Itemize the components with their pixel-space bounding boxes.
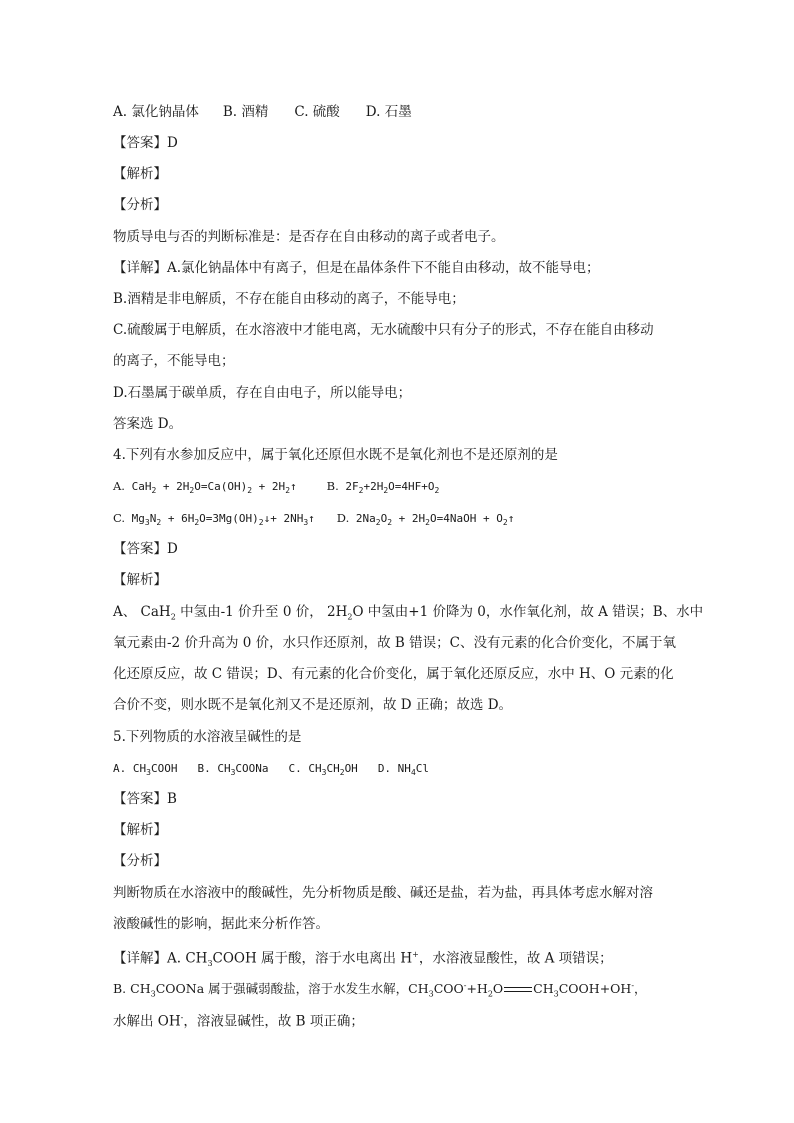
q4-option-b-label: B. [326,479,339,493]
q5-fenxi-label: 【分析】 [113,853,167,869]
q3-option-a: A. 氯化钠晶体 [113,104,199,120]
q4-explanation-line2: 氧元素由-2 价升高为 0 价，水只作还原剂，故 B 错误；C、没有元素的化合价变化，不属于氧 [113,635,676,651]
q3-detail-c-line2: 的离子，不能导电； [113,353,235,369]
q5-detail-b: B. $CH_3COONa$ 属于强碱弱酸盐，溶于水发生水解，$CH_3COO^-+H_2O$ $CH_3COOH+OH^-$， [113,981,647,999]
q4-options-cd: C. $Mg_3N_2$ + $6H_2O=3Mg(OH)_2↓+$ $2NH_3↑$ D. $2Na_2O_2$ + $2H_2O=4NaOH$ + $O_2↑$ [113,511,515,528]
q3-answer: 【答案】D [113,135,178,151]
q5-options: A. $CH_3COOH$ B. $CH_3COONa$ C. $CH_3CH_2OH$ D. $NH_4Cl$ [113,762,430,778]
q4-option-a-label: A. [113,479,125,493]
q4-option-c-label: C. [113,511,126,525]
q4-stem: 4.下列有水参加反应中，属于氧化还原但水既不是氧化剂也不是还原剂的是 [113,447,558,463]
q5-answer: 【答案】B [113,791,177,807]
q3-detail-a: 【详解】A.氯化钠晶体中有离子，但是在晶体条件下不能自由移动，故不能导电； [113,260,600,276]
q5-detail-a: 【详解】A. $CH_3COOH$ 属于酸，溶于水电离出 H+，水溶液显酸性，故 A 项错误； [113,950,613,969]
q5-detail-b-line2: 水解出 OH-，溶液显碱性，故 B 项正确； [113,1013,364,1030]
q3-analysis: 物质导电与否的判断标准是：是否存在自由移动的离子或者电子。 [113,229,505,245]
q5-jiexi-label: 【解析】 [113,822,167,838]
q3-option-b: B. 酒精 [222,104,269,120]
q5-stem: 5.下列物质的水溶液呈碱性的是 [113,729,302,745]
q3-detail-b: B.酒精是非电解质，不存在能自由移动的离子，不能导电； [113,291,465,307]
q4-explanation-line3: 化还原反应，故 C 错误；D、有元素的化合价变化，属于氧化还原反应，水中 H、O 元素的化 [113,666,674,682]
q4-explanation-line4: 合价不变，则水既不是氧化剂又不是还原剂，故 D 正确；故选 D。 [113,697,513,713]
q4-option-d-label: D. [336,511,350,525]
q4-explanation-line1: A、 CaH$_2$ 中氢由-1 价升至 0 价， $2H_2O$ 中氢由+1 价降为 0，水作氧化剂，故 A 错误；B、水中 [113,604,704,622]
q3-fenxi-label: 【分析】 [113,197,167,213]
q3-detail-d: D.石墨属于碳单质，存在自由电子，所以能导电； [113,385,412,401]
q3-option-d: D. 石墨 [365,104,412,120]
q3-conclusion: 答案选 D。 [113,416,183,432]
q5-analysis-line2: 液酸碱性的影响，据此来分析作答。 [113,916,329,932]
q3-option-c: C. 硫酸 [294,104,340,120]
q5-analysis-line1: 判断物质在水溶液中的酸碱性，先分析物质是酸、碱还是盐，若为盐，再具体考虑水解对溶 [113,885,653,901]
equilibrium-arrow-icon [504,986,532,993]
q4-answer: 【答案】D [113,541,178,557]
q4-jiexi-label: 【解析】 [113,572,167,588]
q3-jiexi-label: 【解析】 [113,166,167,182]
q4-options-ab: A. $CaH_2 + 2H_2O=Ca(OH)_2$ + $2H_2↑$ B. $2F_2+2H_2O=4HF+O_2$ [113,479,440,496]
q3-options [113,102,412,122]
q3-detail-c-line1: C.硫酸属于电解质，在水溶液中才能电离，无水硫酸中只有分子的形式，不存在能自由移动 [113,322,654,338]
